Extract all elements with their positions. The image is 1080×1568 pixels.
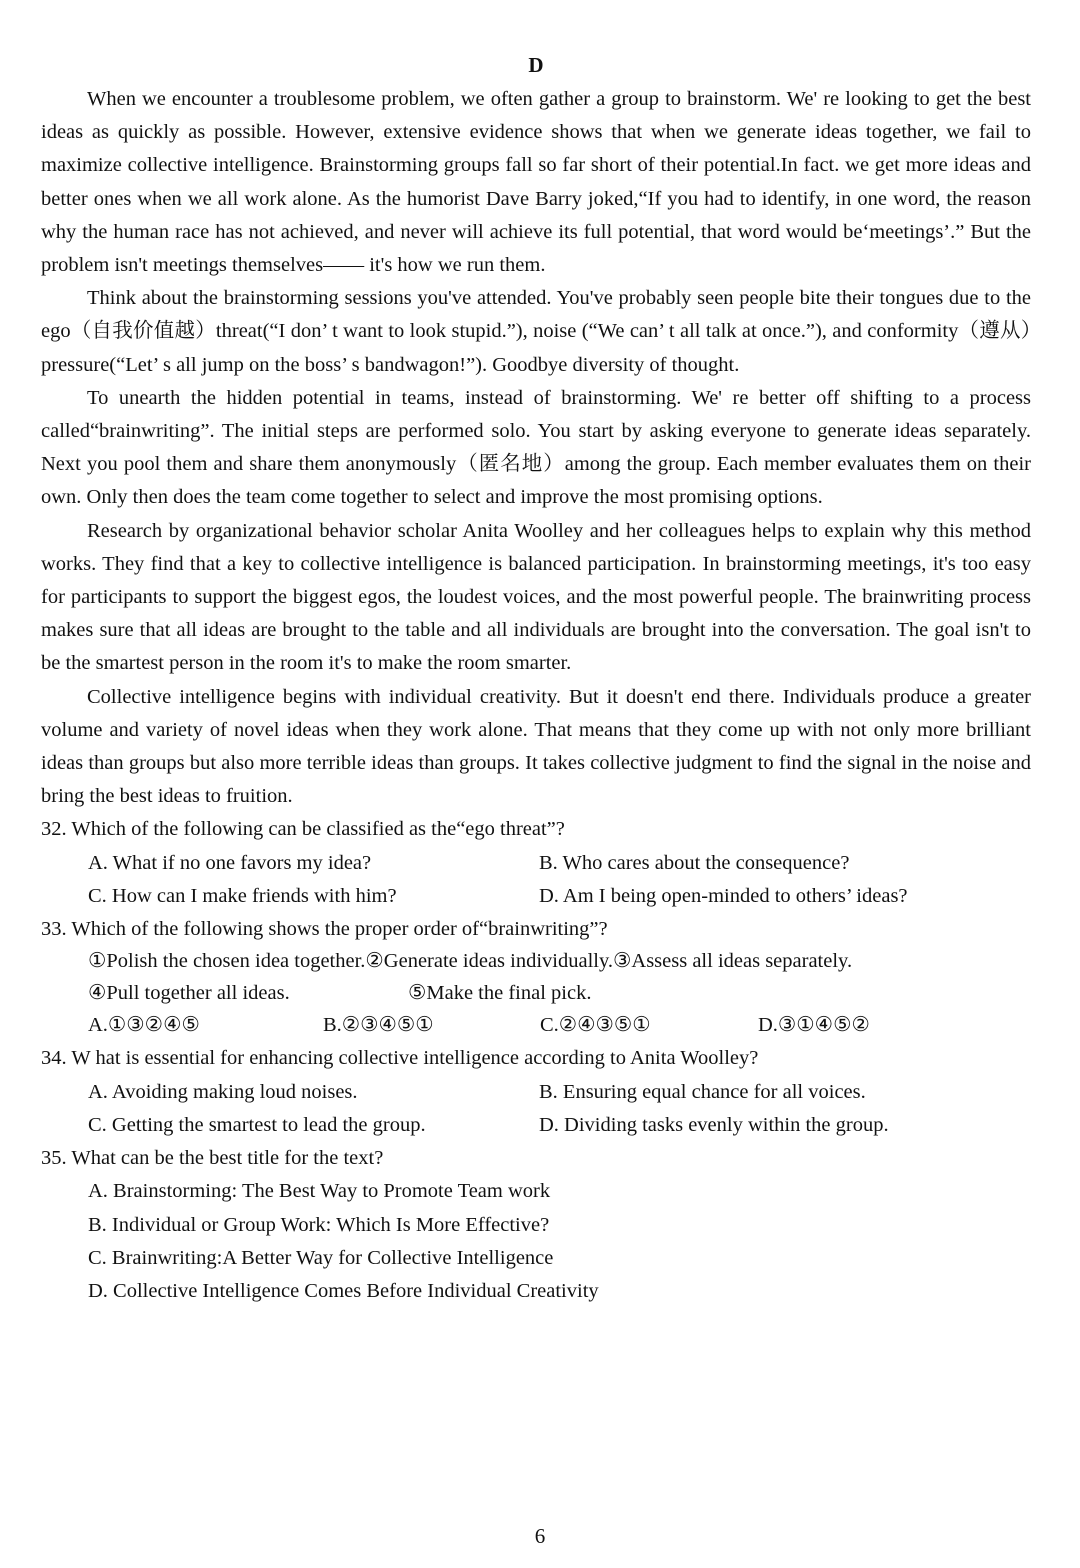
question-35-option-c[interactable]: C. Brainwriting:A Better Way for Collective Intelligence: [88, 1246, 554, 1269]
question-34-options: [41, 1076, 1031, 1142]
passage-paragraph-4: Research by organizational behavior scholar Anita Woolley and her colleagues helps to explain why this method works. They find that a key to collective intelligence is balanced participation. In brainstorming meetings, it's too easy for participants to support the biggest egos, the loudest voices, and the most powerful people. The brainwriting process makes sure that all ideas are brought to the table and all individuals are brought into the conversation. The goal isn't to be the smartest person in the room it's to make the room smarter.: [41, 519, 1031, 675]
question-35-option-a[interactable]: A. Brainstorming: The Best Way to Promote Team work: [88, 1180, 551, 1203]
question-34-option-d[interactable]: D. Dividing tasks evenly within the group.: [539, 1113, 889, 1136]
passage-paragraph-1: When we encounter a troublesome problem, we often gather a group to brainstorm. We' re looking to get the best ideas as quickly as possible. However, extensive evidence shows that when we generate ideas together, we fail to maximize collective intelligence. Brainstorming groups fall so far short of their potential.In fact. we get more ideas and better ones when we all work alone. As the humorist Dave Barry joked,“If you had to identify, in one word, the reason why the human race has not achieved, and never will achieve its full potential, that word would be‘meetings’.” But the problem isn't meetings themselves—— it's how we run them.: [41, 88, 1031, 277]
question-35-options: [41, 1175, 1031, 1308]
question-33-step-4: ④Pull together all ideas.: [88, 981, 290, 1004]
question-32-option-c[interactable]: C. How can I make friends with him?: [88, 884, 397, 907]
question-35-option-b[interactable]: B. Individual or Group Work: Which Is More Effective?: [88, 1213, 550, 1236]
question-35: [41, 1142, 1031, 1308]
question-34-option-b[interactable]: B. Ensuring equal chance for all voices.: [539, 1080, 866, 1103]
page-number: 6: [534, 1524, 546, 1548]
question-34-stem: 34. W hat is essential for enhancing collective intelligence according to Anita Woolley?: [41, 1047, 759, 1070]
question-33: [41, 913, 1031, 1042]
question-34-option-c[interactable]: C. Getting the smartest to lead the group.: [88, 1113, 426, 1136]
question-32: [41, 813, 1031, 913]
question-32-option-a[interactable]: A. What if no one favors my idea?: [88, 851, 372, 874]
question-32-stem: 32. Which of the following can be classified as the“ego threat”?: [41, 818, 565, 841]
exam-page: [41, 50, 1031, 1308]
question-32-option-d[interactable]: D. Am I being open-minded to others’ ideas?: [539, 884, 908, 907]
question-32-options: [41, 847, 1031, 913]
question-33-option-b[interactable]: B.②③④⑤①: [323, 1014, 434, 1037]
question-33-stem: 33. Which of the following shows the proper order of“brainwriting”?: [41, 918, 608, 941]
question-33-steps-line-1: ①Polish the chosen idea together.②Generate ideas individually.③Assess all ideas separately.: [88, 950, 853, 973]
question-33-option-a[interactable]: A.①③②④⑤: [88, 1014, 200, 1037]
question-33-options: [41, 1009, 1031, 1042]
question-33-option-d[interactable]: D.③①④⑤②: [758, 1014, 870, 1037]
question-34: [41, 1042, 1031, 1142]
passage-paragraph-2: Think about the brainstorming sessions you've attended. You've probably seen people bite their tongues due to the ego（自我价值越）threat(“I don’ t want to look stupid.”), noise (“We can’ t all talk at once.”), and conformity（遵从）pressure(“Let’ s all jump on the boss’ s bandwagon!”). Goodbye diversity of thought.: [41, 287, 1031, 376]
passage-paragraph-5: Collective intelligence begins with individual creativity. But it doesn't end there. Individuals produce a greater volume and variety of novel ideas when they work alone. That means that they come up with not only more brilliant ideas than groups but also more terrible ideas than groups. It takes collective judgment to find the signal in the noise and bring the best ideas to fruition.: [41, 685, 1031, 808]
section-title: D: [528, 53, 544, 77]
question-33-step-5: ⑤Make the final pick.: [408, 981, 592, 1004]
question-35-stem: 35. What can be the best title for the text?: [41, 1147, 384, 1170]
passage-paragraph-3: To unearth the hidden potential in teams, instead of brainstorming. We' re better off shifting to a process called“brainwriting”. The initial steps are performed solo. You start by asking everyone to generate ideas separately. Next you pool them and share them anonymously（匿名地）among the group. Each member evaluates them on their own. Only then does the team come together to select and improve the most promising options.: [41, 386, 1031, 509]
question-33-steps-line-2: [88, 978, 1031, 1010]
question-33-steps: [41, 946, 1031, 1009]
question-34-option-a[interactable]: A. Avoiding making loud noises.: [88, 1080, 358, 1103]
question-32-option-b[interactable]: B. Who cares about the consequence?: [539, 851, 850, 874]
question-33-option-c[interactable]: C.②④③⑤①: [540, 1014, 651, 1037]
question-35-option-d[interactable]: D. Collective Intelligence Comes Before Individual Creativity: [88, 1279, 599, 1302]
